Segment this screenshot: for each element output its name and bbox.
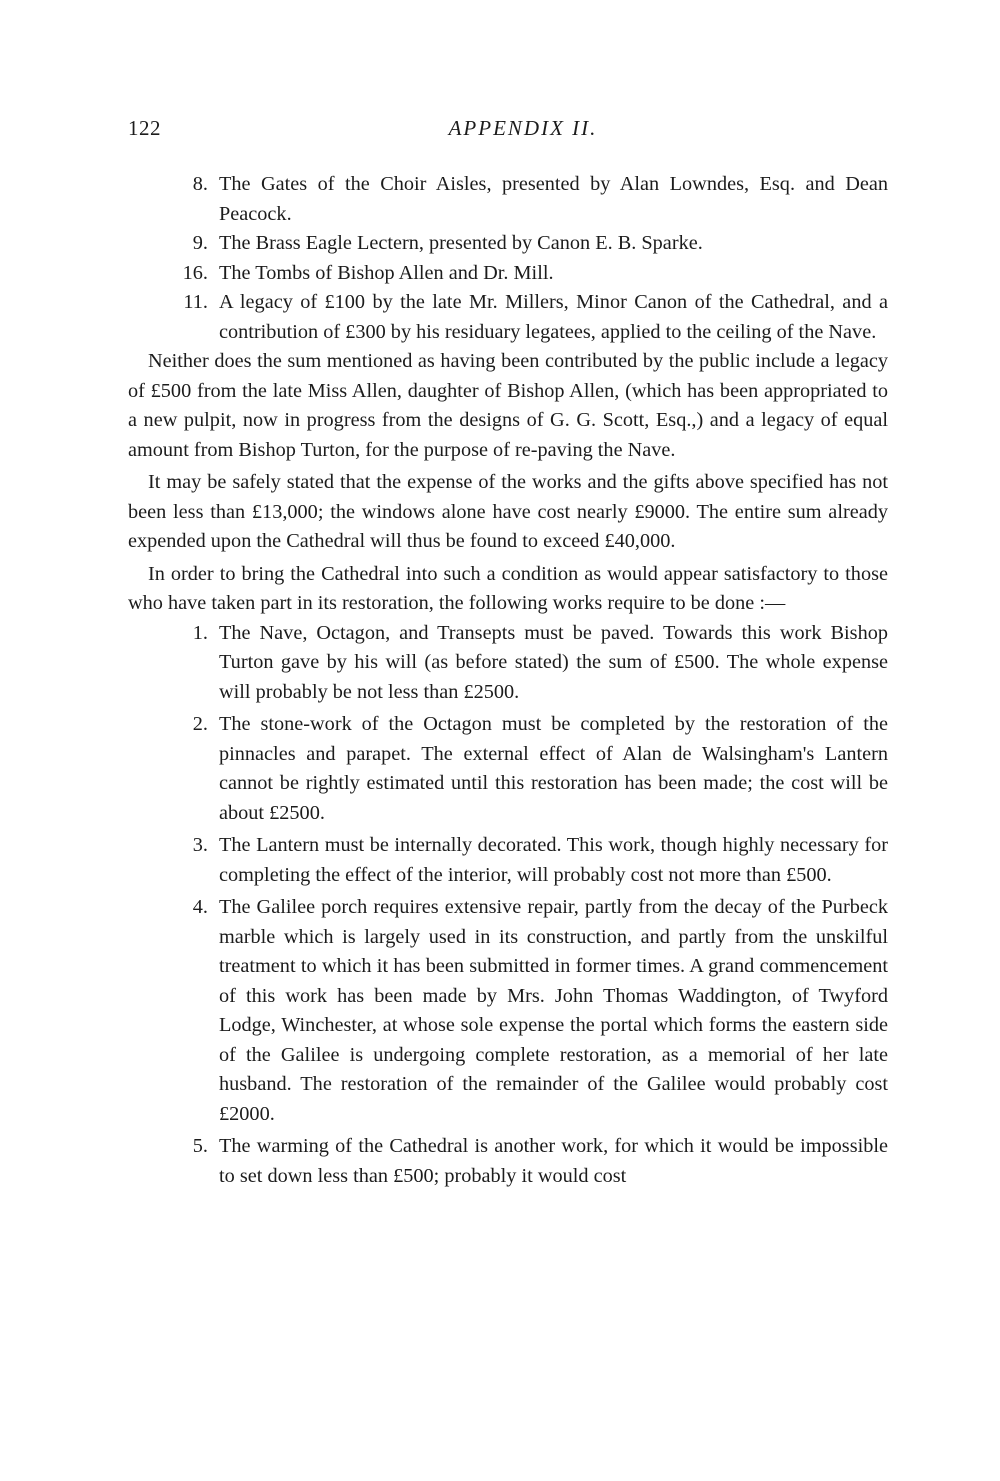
list-item-text: The Galilee porch requires extensive repair, partly from the decay of the Purbeck marble which is largely used in its construction, and partly from the unskilful treatment to which it has been submitted in former times. A grand commencement of this work has been made by Mrs. John Thomas Waddington, of Twyford Lodge, Winchester, at whose sole expense the portal which forms the eastern side of the Galilee is undergoing complete restoration, as a memorial of her late husband. The restoration of the remainder of the Galilee would probably cost £2000. [219,896,888,1125]
list-item-number: 1. [192,621,208,644]
running-title: APPENDIX II. [448,116,598,140]
list-item [128,893,888,1129]
list-item [128,831,888,890]
list-item [128,619,888,708]
list-item-text: The stone-work of the Octagon must be completed by the restoration of the pinnacles and parapet. The external effect of Alan de Walsingham's Lantern cannot be rightly estimated until this restoration has been made; the cost will be about £2500. [219,713,888,824]
paragraph: Neither does the sum mentioned as having been contributed by the public include a legacy of £500 from the late Miss Allen, daughter of Bishop Allen, (which has been appropriated to a new pulpit, now in progress from the designs of G. G. Scott, Esq.,) and a legacy of equal amount from Bishop Turton, for the purpose of re-paving the Nave. [128,350,888,461]
page-header [128,116,886,148]
list-item [128,710,888,828]
list-item-number: 3. [192,834,208,856]
list-item-number: 5. [192,1135,208,1157]
list-item-text: A legacy of £100 by the late Mr. Millers, Minor Canon of the Cathedral, and a contribution of £300 by his residuary legatees, applied to the ceiling of the Nave. [219,291,888,343]
list-item-number: 16. [182,261,208,284]
list-item-number: 2. [192,713,208,735]
list-item [128,1132,888,1191]
list-item [128,288,888,347]
list-item-number: 9. [192,232,208,254]
list-item [128,170,888,229]
list-item-number: 4. [192,896,208,918]
list-item-text: The warming of the Cathedral is another work, for which it would be impossible to set down less than £500; probably it would cost [219,1135,888,1187]
paragraph: In order to bring the Cathedral into such a condition as would appear satisfactory to those who have taken part in its restoration, the following works require to be done :— [128,562,888,614]
paragraph: It may be safely stated that the expense of the works and the gifts above specified has not been less than £13,000; the windows alone have cost nearly £9000. The entire sum already expended upon the Cathedral will thus be found to exceed £40,000. [128,471,888,552]
list-item-text: The Brass Eagle Lectern, presented by Canon E. B. Sparke. [219,232,703,254]
page-body [128,170,888,1191]
page-number: 122 [128,116,161,140]
list-item [128,259,888,289]
list-item-text: The Nave, Octagon, and Transepts must be paved. Towards this work Bishop Turton gave by his will (as before stated) the sum of £500. The whole expense will probably be not less than £2500. [219,621,888,703]
list-item-number: 8. [192,173,208,195]
list-item-text: The Lantern must be internally decorated. This work, though highly necessary for completing the effect of the interior, will probably cost not more than £500. [219,834,888,886]
list-item-text: The Tombs of Bishop Allen and Dr. Mill. [219,261,554,284]
list-item-text: The Gates of the Choir Aisles, presented by Alan Lowndes, Esq. and Dean Peacock. [219,173,888,225]
list-item-number: 11. [183,291,208,313]
list-item [128,229,888,259]
